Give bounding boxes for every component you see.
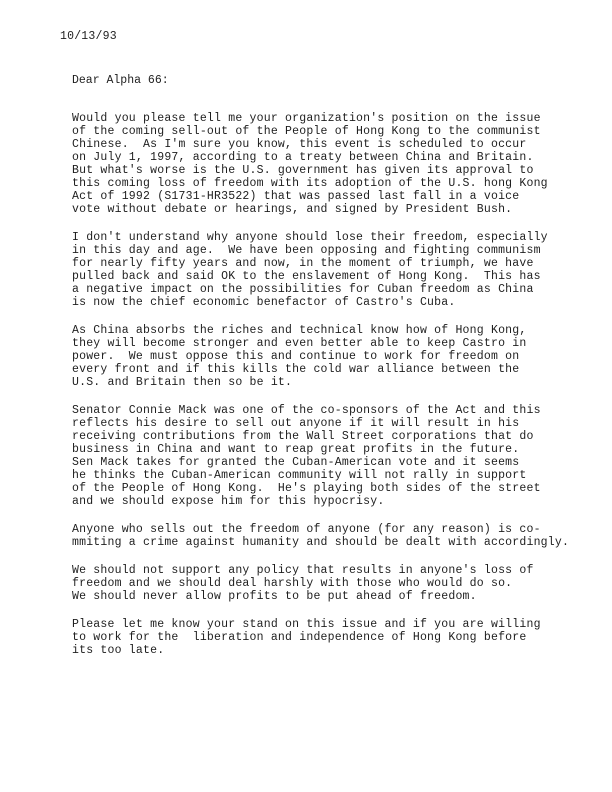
letter-line: U.S. and Britain then so be it. — [72, 376, 293, 389]
letter-line: freedom and we should deal harshly with those who would do so. — [72, 577, 513, 590]
letter-line: on July 1, 1997, according to a treaty between China and Britain. — [72, 151, 534, 164]
letter-line: its too late. — [72, 644, 165, 657]
letter-line: mmiting a crime against humanity and should be dealt with accordingly. — [72, 536, 570, 549]
letter-paragraph — [72, 324, 592, 389]
letter-paragraph — [72, 112, 592, 216]
letter-line: business in China and want to reap great profits in the future. — [72, 443, 520, 456]
letter-paragraph — [72, 523, 592, 549]
letter-line: of the coming sell-out of the People of Hong Kong to the communist — [72, 125, 541, 138]
letter-line: I don't understand why anyone should lose their freedom, especially — [72, 231, 548, 244]
letter-line: and we should expose him for this hypocrisy. — [72, 495, 385, 508]
letter-line: this coming loss of freedom with its adoption of the U.S. hong Kong — [72, 177, 548, 190]
letter-paragraph — [72, 404, 592, 508]
letter-line: Chinese. As I'm sure you know, this event is scheduled to occur — [72, 138, 527, 151]
letter-line: pulled back and said OK to the enslavement of Hong Kong. This has — [72, 270, 541, 283]
letter-line: vote without debate or hearings, and signed by President Bush. — [72, 203, 513, 216]
letter-line: Would you please tell me your organization's position on the issue — [72, 112, 541, 125]
letter-line: We should not support any policy that results in anyone's loss of — [72, 564, 534, 577]
letter-line: is now the chief economic benefactor of Castro's Cuba. — [72, 296, 456, 309]
letter-line: We should never allow profits to be put ahead of freedom. — [72, 590, 477, 603]
letter-line: they will become stronger and even better able to keep Castro in — [72, 337, 527, 350]
letter-line: But what's worse is the U.S. government has given its approval to — [72, 164, 534, 177]
letter-line: he thinks the Cuban-American community will not rally in support — [72, 469, 527, 482]
letter-line: for nearly fifty years and now, in the moment of triumph, we have — [72, 257, 534, 270]
letter-line: Please let me know your stand on this issue and if you are willing — [72, 618, 541, 631]
letter-line: power. We must oppose this and continue to work for freedom on — [72, 350, 520, 363]
letter-line: reflects his desire to sell out anyone if it will result in his — [72, 417, 520, 430]
letter-line: As China absorbs the riches and technical know how of Hong Kong, — [72, 324, 527, 337]
letter-line: of the People of Hong Kong. He's playing both sides of the street — [72, 482, 541, 495]
letter-line: every front and if this kills the cold war alliance between the — [72, 363, 520, 376]
letter-line: in this day and age. We have been opposing and fighting communism — [72, 244, 541, 257]
letter-line: Sen Mack takes for granted the Cuban-American vote and it seems — [72, 456, 520, 469]
letter-line: Anyone who sells out the freedom of anyone (for any reason) is co- — [72, 523, 541, 536]
letter-paragraph — [72, 231, 592, 309]
letter-line: receiving contributions from the Wall Street corporations that do — [72, 430, 534, 443]
letter-salutation: Dear Alpha 66: — [72, 74, 169, 87]
letter-line: Act of 1992 (S1731-HR3522) that was passed last fall in a voice — [72, 190, 520, 203]
letter-date: 10/13/93 — [60, 30, 117, 43]
letter-body — [72, 112, 592, 672]
letter-line: to work for the liberation and independence of Hong Kong before — [72, 631, 527, 644]
letter-line: a negative impact on the possibilities for Cuban freedom as China — [72, 283, 534, 296]
letter-line: Senator Connie Mack was one of the co-sponsors of the Act and this — [72, 404, 541, 417]
letter-paragraph — [72, 618, 592, 657]
letter-paragraph — [72, 564, 592, 603]
